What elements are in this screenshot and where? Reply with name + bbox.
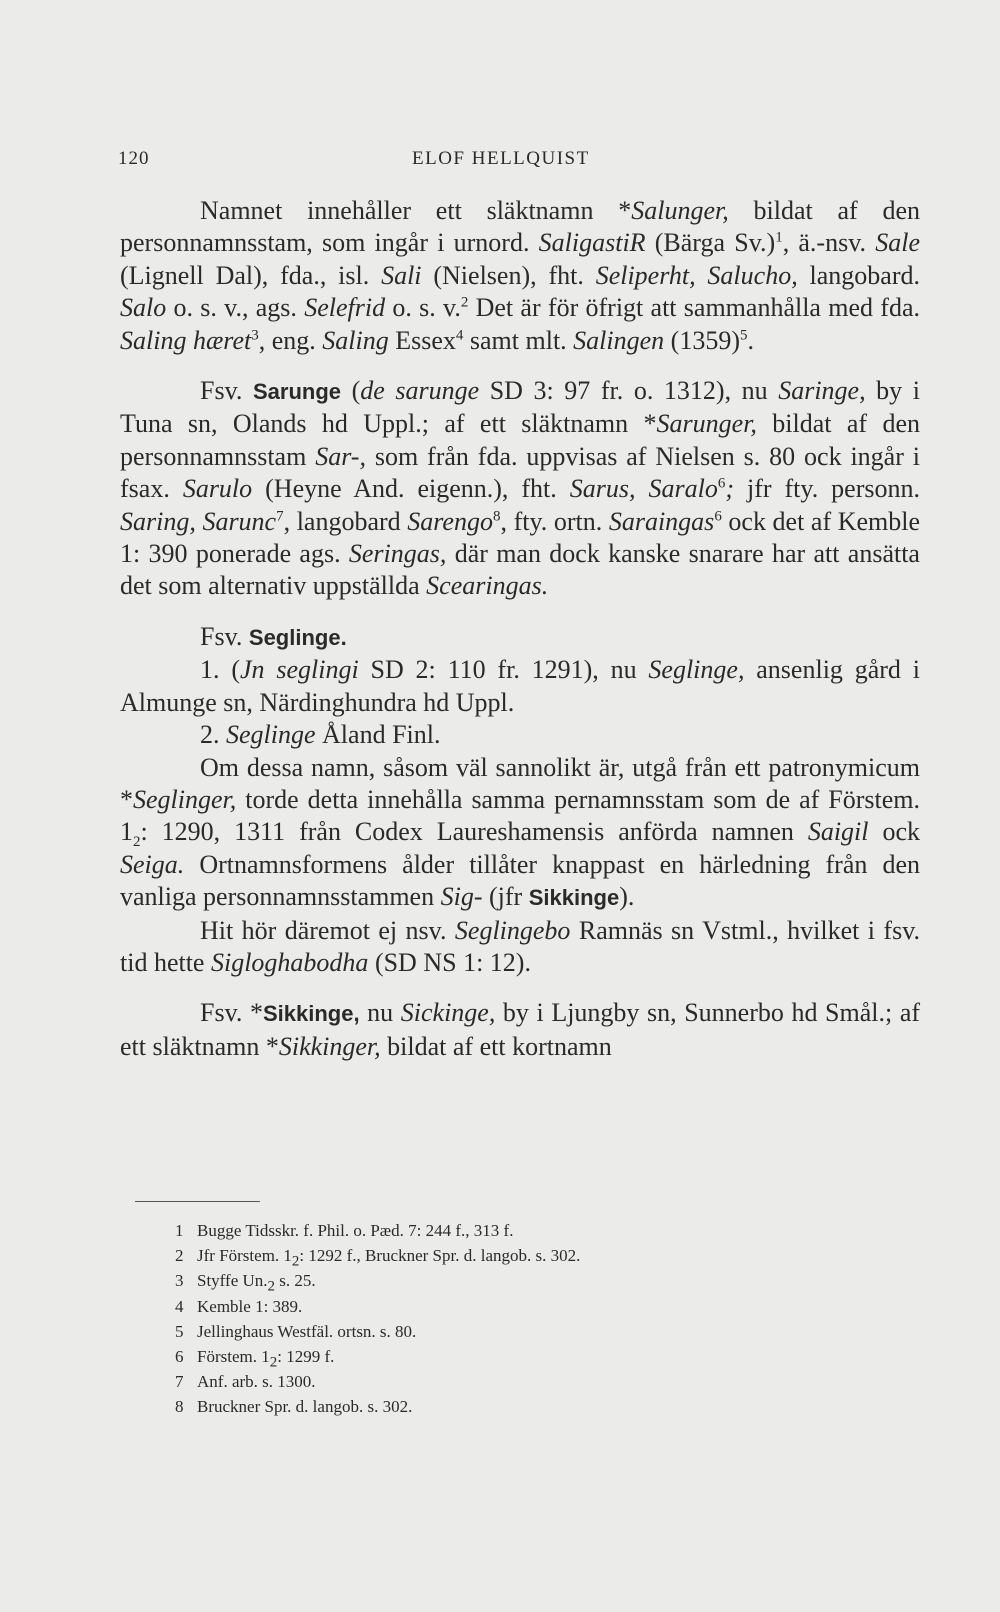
footnote-ref: 2 xyxy=(460,294,469,311)
footnotes xyxy=(175,1218,875,1420)
footnote-ref: 3 xyxy=(251,326,259,343)
footnote-ref: 6 xyxy=(714,508,722,524)
footnote-ref: 7 xyxy=(276,508,284,524)
entry-seglinge-2: 2. Seglinge Åland Finl. xyxy=(200,720,441,750)
headword: Seglinge. xyxy=(248,624,347,650)
headword: Sarunge xyxy=(252,379,341,405)
footnote-ref: 1 xyxy=(775,229,783,246)
footnote: 6 Förstem. $1_2$: 1299 f. xyxy=(175,1347,335,1371)
footnote-ref: 5 xyxy=(740,326,748,343)
footnote: 3 Styffe $Un._2$ s. 25. xyxy=(175,1271,316,1295)
footnote: 5 Jellinghaus Westfäl. ortsn. s. 80. xyxy=(175,1321,417,1341)
paragraph-salunger: Namnet innehåller ett släktnamn *Salunger, bildat af den personnamnsstam, som ingår i urnord. SaligastiR (Bärga Sv.)$^1$, ä.-nsv. Sale (Lignell Dal), fda., isl. Sali (Nielsen), fht. Seliperht, Salucho, langobard. Salo o. s. v., ags. Selefrid o. s. v.$^2$ Det är för öfrigt att sammanhålla med fda. Saling hæret$^3$, eng. Saling Essex$^4$ samt mlt. Salingen $(1359)^5$. xyxy=(120,196,921,355)
footnote-ref: 6 xyxy=(717,475,726,492)
entry-seglinge-1: 1. (Jn seglingi SD 2: 110 fr. 1291), nu Seglinge, ansenlig gård i Almunge sn, Närdinghundra hd Uppl. xyxy=(120,655,920,717)
paragraph-seglingebo: Hit hör däremot ej nsv. Seglingebo Ramnäs sn Vstml., hvilket i fsv. tid hette Sigloghabodha (SD NS 1: 12). xyxy=(120,915,921,977)
headword: Sikkinge, xyxy=(262,1001,360,1027)
main-text xyxy=(120,195,920,1063)
entry-sarunge: Fsv. Sarunge (de sarunge SD 3: 97 fr. o. 1312), nu Saringe, by i Tuna sn, Olands hd Uppl.; af ett släktnamn *Sarunger, bildat af den personnamnsstam Sar-, som från fda. uppvisas af Nielsen s. 80 ock ingår i fsax. Sarulo (Heyne And. eigenn.), fht. Sarus, Saralo$^6$; jfr fty. personn. Saring, Sarunc$^7$, langobard Sarengo$^8$, fty. ortn. Saraingas$^6$ ock det af Kemble 1: 390 ponerade ags. Seringas, där man dock kanske snarare har att ansätta det som alternativ uppställda Scearingas. xyxy=(120,376,921,601)
footnote-ref: 4 xyxy=(455,326,464,343)
running-header xyxy=(118,148,918,178)
running-title: ELOF HELLQUIST xyxy=(412,148,590,169)
footnote: 8 Bruckner Spr. d. langob. s. 302. xyxy=(175,1397,413,1417)
paragraph-seglinger: Om dessa namn, såsom väl sannolikt är, utgå från ett patronymicum *Seglinger, torde detta innehålla samma pernamnsstam som de af Förstem. $1_2$: 1290, 1311 från Codex Laureshamensis anförda namnen Saigil ock Seiga. Ortnamnsformens ålder tillåter knappast en härledning från den vanliga personnamnsstammen Sig- (jfr Sikkinge). xyxy=(120,752,920,912)
footnote-ref: 8 xyxy=(492,508,501,524)
footnote: 2 Jfr Förstem. $1_2$: 1292 f., Bruckner Spr. d. langob. s. 302. xyxy=(175,1246,581,1270)
entry-sikkinge: Fsv. *Sikkinge, nu Sickinge, by i Ljungby sn, Sunnerbo hd Smål.; af ett släktnamn *Sikkinger, bildat af ett kortnamn xyxy=(120,998,921,1061)
footnote-divider xyxy=(135,1201,260,1202)
footnote: 4 Kemble 1: 389. xyxy=(175,1296,303,1316)
entry-seglinge-heading: Fsv. Seglinge. xyxy=(200,621,347,651)
cross-reference: Sikkinge xyxy=(528,885,620,911)
page-number: 120 xyxy=(118,148,150,169)
footnote: 7 Anf. arb. s. 1300. xyxy=(175,1372,316,1392)
footnote: 1 Bugge Tidsskr. f. Phil. o. Pæd. 7: 244 f., 313 f. xyxy=(175,1221,514,1240)
